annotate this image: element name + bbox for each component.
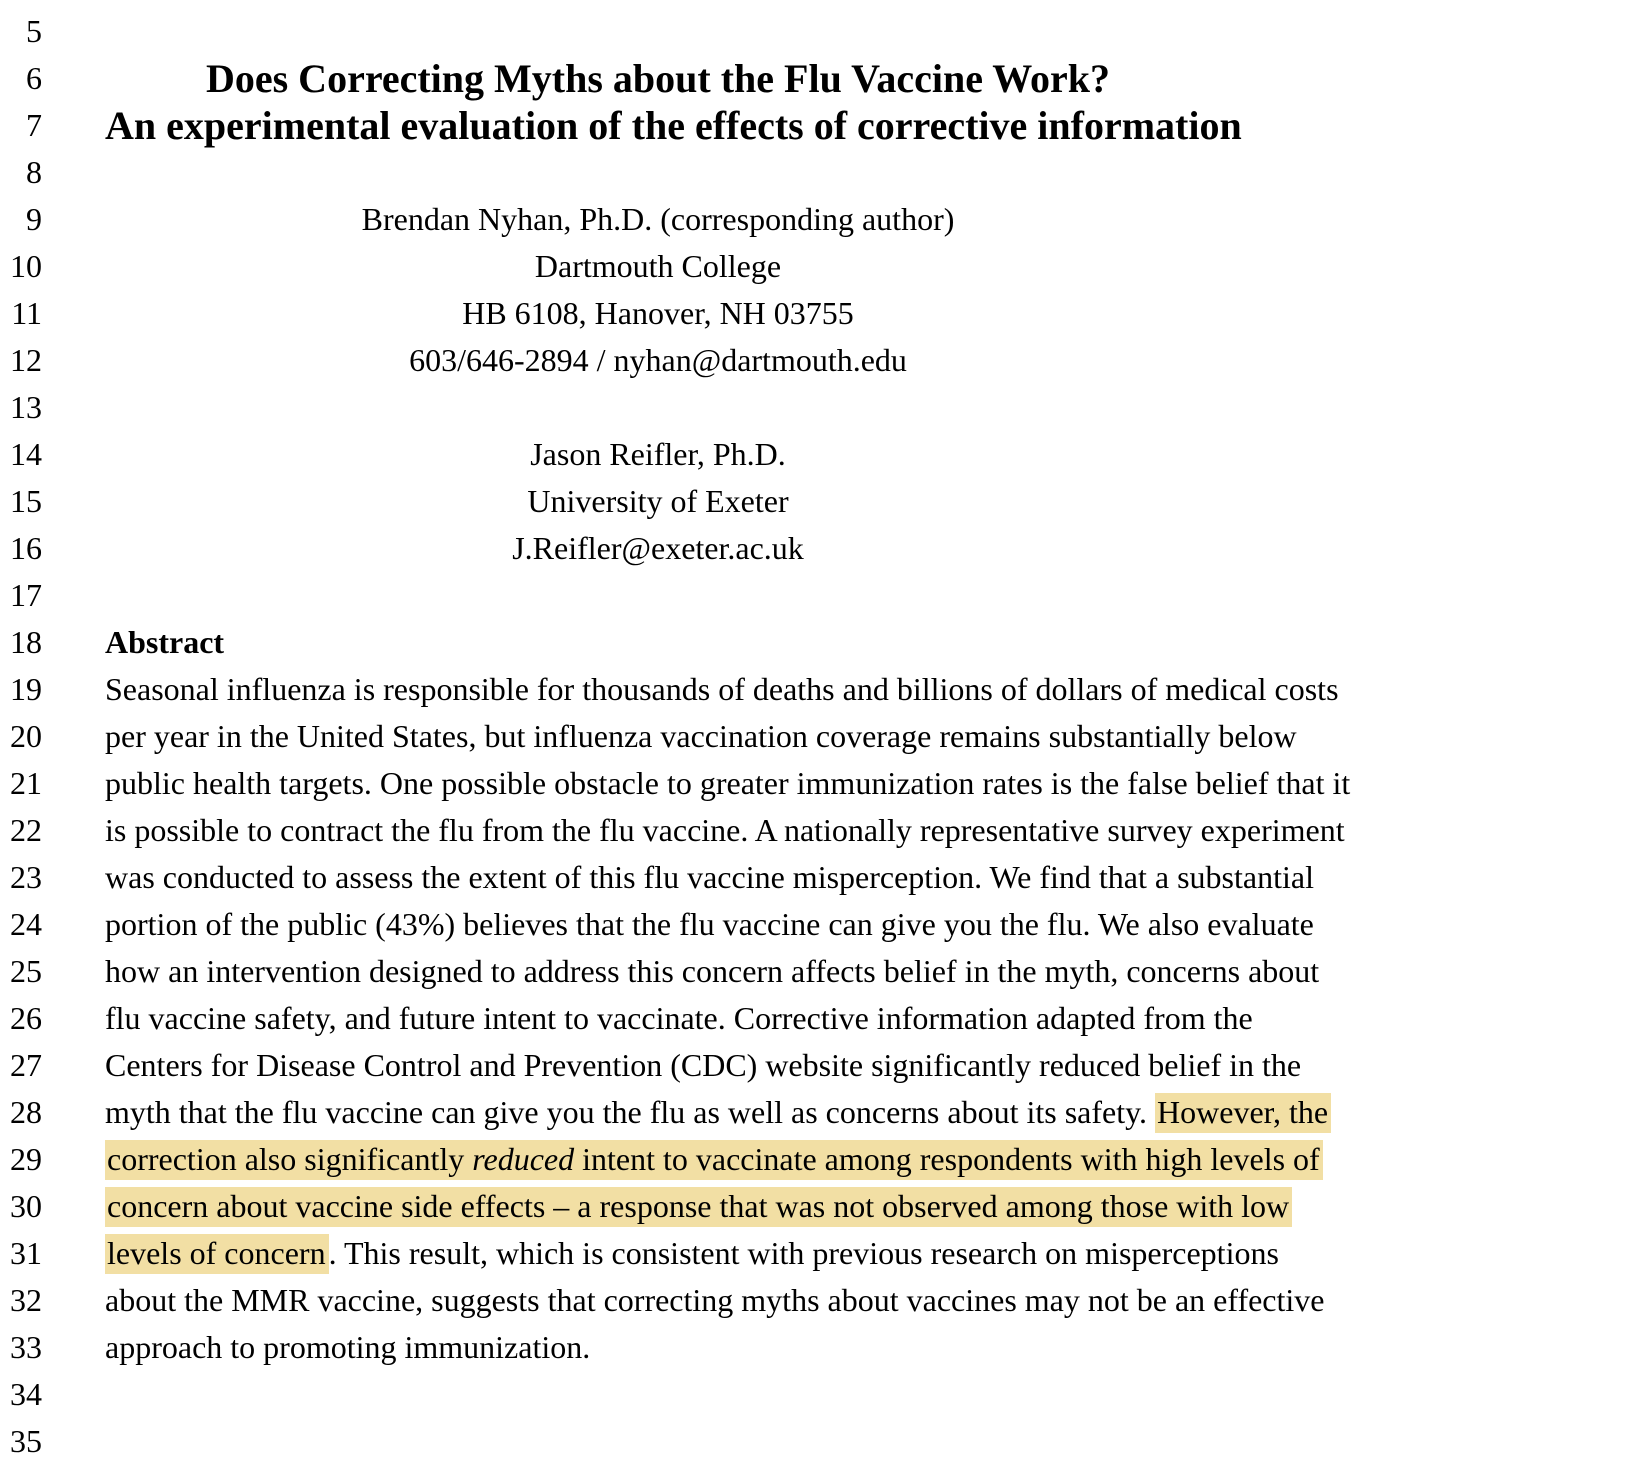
line-text <box>105 337 1211 384</box>
line-number: 17 <box>10 577 42 613</box>
text-run: was conducted to assess the extent of this flu vaccine misperception. We find that a substantial <box>105 859 1314 895</box>
line-number: 19 <box>10 671 42 707</box>
line-number: 25 <box>10 953 42 989</box>
line-number: 32 <box>10 1282 42 1318</box>
document-line <box>0 1136 1648 1183</box>
text-run: Centers for Disease Control and Prevention (CDC) website significantly reduced belief in the <box>105 1047 1302 1083</box>
line-number: 26 <box>10 1000 42 1036</box>
line-text <box>105 1136 1320 1183</box>
line-text <box>105 713 1297 760</box>
line-text <box>105 525 1211 572</box>
text-run: is possible to contract the flu from the flu vaccine. A nationally representative survey experiment <box>105 812 1345 848</box>
text-run: per year in the United States, but influenza vaccination coverage remains substantially below <box>105 718 1297 754</box>
text-run: Dartmouth College <box>534 248 782 284</box>
text-run: Seasonal influenza is responsible for thousands of deaths and billions of dollars of medical costs <box>105 671 1339 707</box>
line-text <box>105 666 1339 713</box>
line-number: 30 <box>10 1188 42 1224</box>
document-line <box>0 995 1648 1042</box>
line-text <box>105 854 1314 901</box>
highlighted-text <box>105 1187 1292 1227</box>
line-text <box>105 55 1211 102</box>
text-run: approach to promoting immunization. <box>105 1329 591 1365</box>
document-line <box>0 666 1648 713</box>
line-number: 6 <box>26 60 42 96</box>
text-run: . This result, which is consistent with previous research on misperceptions <box>328 1235 1279 1271</box>
line-number: 27 <box>10 1047 42 1083</box>
line-number: 7 <box>26 107 42 143</box>
text-run: However, the <box>1157 1094 1329 1130</box>
document-line <box>0 243 1648 290</box>
line-number: 20 <box>10 718 42 754</box>
line-text <box>105 431 1211 478</box>
line-number: 34 <box>10 1376 42 1412</box>
document-line <box>0 760 1648 807</box>
line-text <box>105 572 1211 619</box>
line-number: 14 <box>10 436 42 472</box>
document-line <box>0 619 1648 666</box>
document-line <box>0 807 1648 854</box>
line-number: 5 <box>26 13 42 49</box>
line-text <box>105 102 1242 149</box>
line-text <box>105 1371 1211 1418</box>
document-line <box>0 1418 1648 1465</box>
line-text <box>105 1277 1325 1324</box>
document-line <box>0 1183 1648 1230</box>
text-run: Abstract <box>105 624 225 660</box>
line-number: 13 <box>10 389 42 425</box>
document-line <box>0 384 1648 431</box>
line-number: 28 <box>10 1094 42 1130</box>
line-text <box>105 807 1345 854</box>
document-line <box>0 1324 1648 1371</box>
document-line <box>0 431 1648 478</box>
line-text <box>105 290 1211 337</box>
line-text <box>105 384 1211 431</box>
document-line <box>0 854 1648 901</box>
line-text <box>105 995 1253 1042</box>
document-line <box>0 478 1648 525</box>
text-run: correction also significantly <box>107 1141 473 1177</box>
text-run: intent to vaccinate among respondents with high levels of <box>574 1141 1320 1177</box>
document-line <box>0 572 1648 619</box>
text-run: J.Reifler@exeter.ac.uk <box>512 530 804 566</box>
document-line <box>0 713 1648 760</box>
line-number: 9 <box>26 201 42 237</box>
document-line <box>0 55 1648 102</box>
text-run: 603/646-2894 / nyhan@dartmouth.edu <box>409 342 907 378</box>
text-run: concern about vaccine side effects – a response that was not observed among those with low <box>107 1188 1290 1224</box>
line-text <box>105 901 1314 948</box>
text-run: how an intervention designed to address this concern affects belief in the myth, concerns about <box>105 953 1320 989</box>
line-number: 12 <box>10 342 42 378</box>
line-number: 15 <box>10 483 42 519</box>
line-text <box>105 149 1211 196</box>
line-text <box>105 196 1211 243</box>
text-run: portion of the public (43%) believes that the flu vaccine can give you the flu. We also evaluate <box>105 906 1314 942</box>
line-text <box>105 478 1211 525</box>
document-line <box>0 1371 1648 1418</box>
text-run: myth that the flu vaccine can give you the flu as well as concerns about its safety. <box>105 1094 1156 1130</box>
text-run: HB 6108, Hanover, NH 03755 <box>462 295 854 331</box>
line-number: 22 <box>10 812 42 848</box>
document-line <box>0 196 1648 243</box>
line-number: 24 <box>10 906 42 942</box>
document-line <box>0 102 1648 149</box>
text-run: levels of concern <box>107 1235 326 1271</box>
line-text <box>105 1042 1302 1089</box>
line-text <box>105 1089 1329 1136</box>
document-line <box>0 1230 1648 1277</box>
document-line <box>0 525 1648 572</box>
text-run: about the MMR vaccine, suggests that correcting myths about vaccines may not be an effective <box>105 1282 1325 1318</box>
line-number: 23 <box>10 859 42 895</box>
line-text <box>105 8 1211 55</box>
document-line <box>0 8 1648 55</box>
line-number: 31 <box>10 1235 42 1271</box>
line-number: 33 <box>10 1329 42 1365</box>
document-line <box>0 337 1648 384</box>
line-text <box>105 243 1211 290</box>
text-run: An experimental evaluation of the effects of corrective information <box>105 103 1242 148</box>
document-line <box>0 948 1648 995</box>
line-text <box>105 1183 1290 1230</box>
highlighted-text <box>1155 1093 1331 1133</box>
text-run: flu vaccine safety, and future intent to vaccinate. Corrective information adapted from the <box>105 1000 1253 1036</box>
text-run: University of Exeter <box>527 483 789 519</box>
document-line <box>0 1042 1648 1089</box>
document-line <box>0 290 1648 337</box>
line-number: 11 <box>11 295 42 331</box>
highlighted-text <box>105 1140 1323 1180</box>
line-number: 21 <box>10 765 42 801</box>
text-run: Jason Reifler, Ph.D. <box>530 436 786 472</box>
document-line <box>0 149 1648 196</box>
line-text <box>105 1418 1211 1465</box>
document-line <box>0 901 1648 948</box>
line-text <box>105 948 1320 995</box>
line-number: 35 <box>10 1423 42 1459</box>
text-run: Does Correcting Myths about the Flu Vaccine Work? <box>205 56 1111 101</box>
line-number: 16 <box>10 530 42 566</box>
document-line <box>0 1277 1648 1324</box>
line-text <box>105 760 1351 807</box>
line-number: 18 <box>10 624 42 660</box>
line-number: 8 <box>26 154 42 190</box>
highlighted-text <box>105 1234 329 1274</box>
text-run: Brendan Nyhan, Ph.D. (corresponding author) <box>361 201 955 237</box>
line-number: 10 <box>10 248 42 284</box>
italic-text: reduced <box>472 1141 575 1177</box>
line-text <box>105 1230 1279 1277</box>
document-line <box>0 1089 1648 1136</box>
line-number: 29 <box>10 1141 42 1177</box>
line-text <box>105 619 1211 666</box>
text-run: public health targets. One possible obstacle to greater immunization rates is the false belief that it <box>105 765 1351 801</box>
line-text <box>105 1324 1211 1371</box>
